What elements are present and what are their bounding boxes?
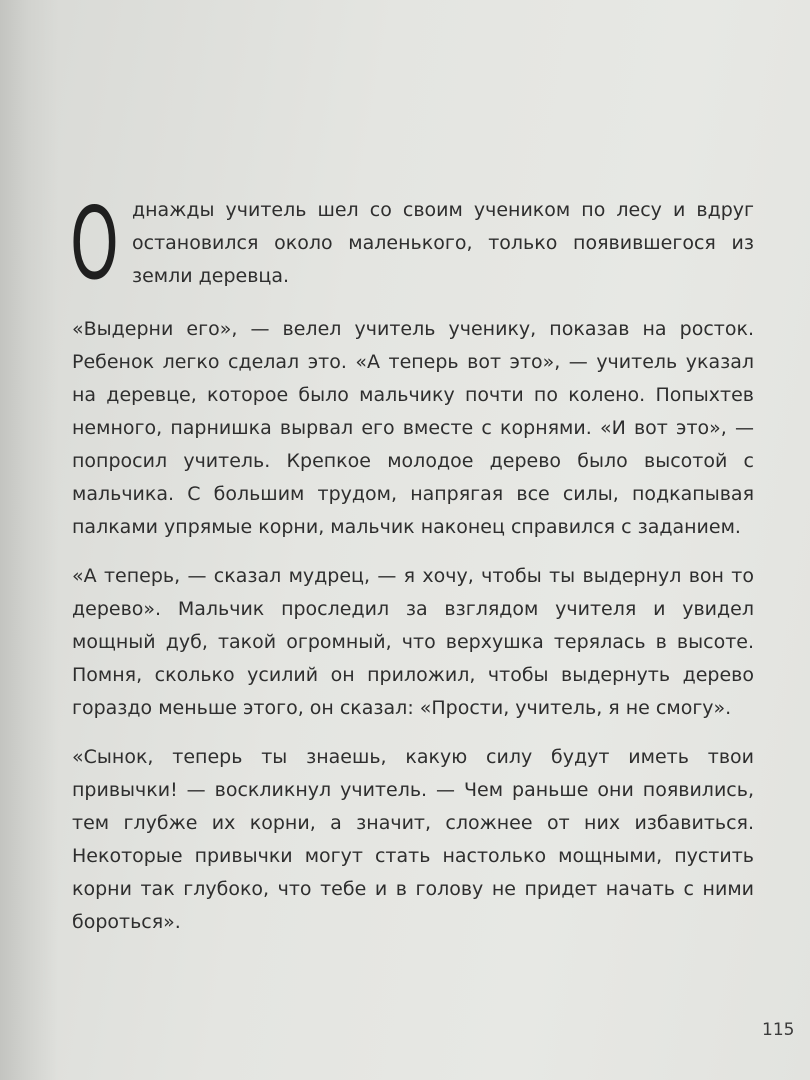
drop-cap: О	[70, 185, 119, 302]
story-text	[70, 185, 754, 955]
paragraph-4: «Сынок, теперь ты знаешь, какую силу будут иметь твои привычки! — воскликнул учитель. — Чем раньше они появились, тем глубже их корни, а значит, сложнее от них избавиться. Некоторые привычки могут стать настолько мощными, пустить корни так глубоко, что тебе и в голову не придет начать с ними бороться».	[72, 746, 754, 933]
page-gutter-shadow	[0, 0, 58, 1080]
paragraph-1-text: днажды учитель шел со своим учеником по лесу и вдруг остановился около маленького, только появившегося из земли деревца.	[132, 199, 754, 287]
paragraph-3: «А теперь, — сказал мудрец, — я хочу, чтобы ты выдернул вон то дерево». Мальчик проследил за взглядом учителя и увидел мощный дуб, такой огромный, что верхушка терялась в высоте. Помня, сколько усилий он приложил, чтобы выдернуть дерево гораздо меньше этого, он сказал: «Прости, учитель, я не смогу».	[72, 565, 754, 719]
page-number: 115	[762, 1020, 795, 1040]
paragraph-1	[70, 185, 754, 302]
paragraph-2: «Выдерни его», — велел учитель ученику, показав на росток. Ребенок легко сделал это. «А теперь вот это», — учитель указал на деревце, которое было мальчику почти по колено. Попыхтев немного, парнишка вырвал его вместе с корнями. «И вот это», — попросил учитель. Крепкое молодое дерево было высотой с мальчика. С большим трудом, напрягая все силы, подкапывая палками упрямые корни, мальчик наконец справился с заданием.	[72, 318, 754, 538]
